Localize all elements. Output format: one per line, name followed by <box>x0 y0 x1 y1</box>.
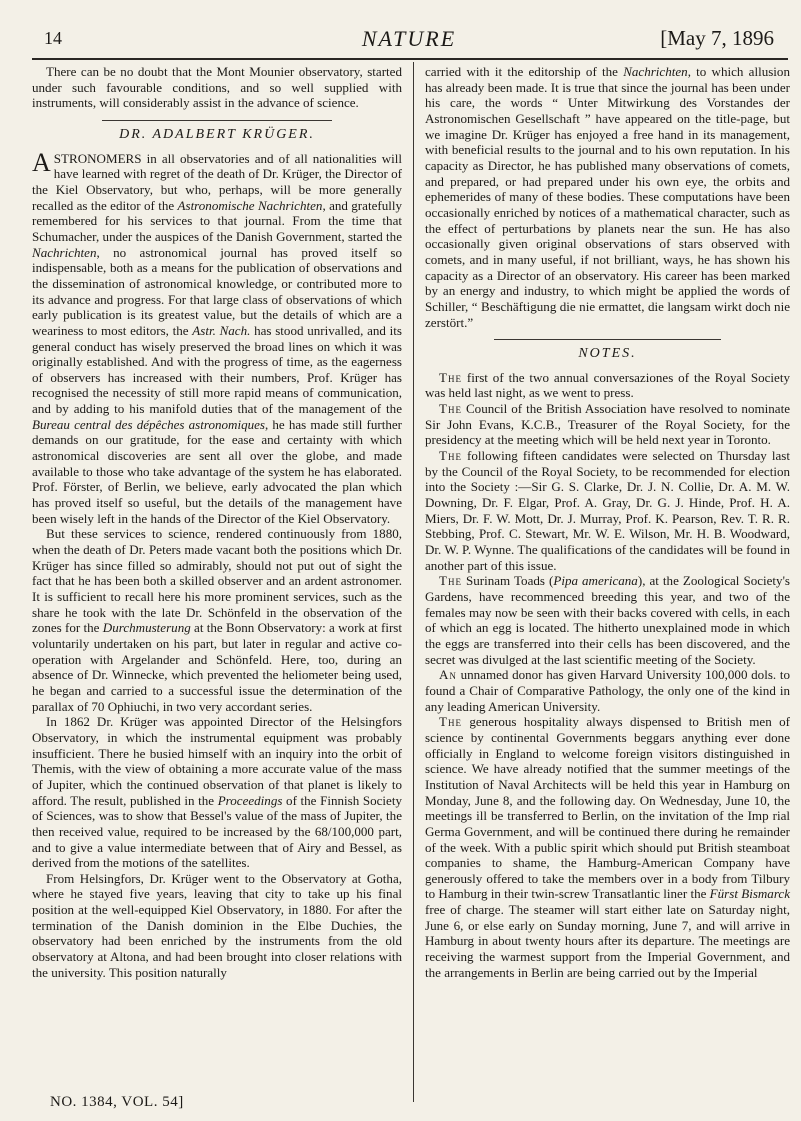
left-column <box>32 64 402 980</box>
column-divider <box>413 62 414 1102</box>
obituary-continuation: carried with it the editorship of the Nachrichten, to which allusion has already been made. It is true that since the journal has been under his care, the words “ Unter Mitwirkung des Vorstandes der Astronomischen Gesellschaft ” have appeared on the title-page, but we imagine Dr. Krüger has enjoyed a free hand in its management, with beneficial results to the journal and to his own reputation. In his capacity as Director, he has published many observations of comets, and prepared, or had prepared under his own eye, the orbits and ephemerides of many of these bodies. These computations have been occasionally enriched by notices of a mathematical character, such as the effect of perturbations by planets near the sun. He has also occasionally given original observations of stars observed with comets, and in many useful, if not brilliant, ways, he has shown his capacity as a Director of an observatory. His career has been marked by an energy and industry, to which might be applied the words of Schiller, “ Beschäftigung die nie ermattet, die langsam wirkt doch nie zerstört.” <box>425 64 790 330</box>
obituary-paragraph-3: In 1862 Dr. Krüger was appointed Director of the Helsingfors Observatory, in which the instrumental equipment was probably insufficient. There he busied himself with an inquiry into the orbit of Themis, with the view of obtaining a more accurate value of the mass of Jupiter, which the continued observation of that planet is likely to afford. The result, published in the Proceedings of the Finnish Society of Sciences, was to show that Bessel's value of the mass of Jupiter, the then received value, required to be increased by the 68/100,000 part, and to give a value intermediate between that of Airy and Bessel, as derived from the motions of the satellites. <box>32 714 402 871</box>
journal-title: NATURE <box>361 26 457 51</box>
section-separator <box>102 120 331 121</box>
note-item: The following fifteen candidates were selected on Thursday last by the Council of the Royal Society, to be recommended for election into the Society :—Sir G. S. Clarke, Dr. J. N. Collie, Dr. A. M. W. Downing, Dr. F. Elgar, Prof. A. Gray, Dr. G. J. Hinde, Prof. H. A. Miers, Dr. F. W. Mott, Dr. J. Murray, Prof. K. Pearson, Rev. T. R. R. Stebbing, Prof. C. Stewart, Mr. W. E. Wilson, Mr. H. B. Woodward, Dr. W. P. Wynne. The qualifications of the candidates will be found in another part of this issue. <box>425 448 790 573</box>
notes-title: NOTES. <box>578 346 637 362</box>
obituary-paragraph-1: ASTRONOMERS in all observatories and of all nationalities will have learned with regret of the death of Dr. Krüger, the Director of the Kiel Observatory, but who, perhaps, will be more generally recalled as the editor of the Astronomische Nachrichten, and gratefully remembered for his services to that journal. From the time that Schumacher, under the auspices of the Danish Government, started the Nachrichten, no astronomical journal has proved itself so indispensable, both as a means for the publication of observations and the dissemination of astronomical knowledge, or contributed more to its advance and progress. For that large class of observations of which early publication is its greatest value, but the details of which are a weariness to most editors, the Astr. Nach. has stood unrivalled, and its general conduct has wisely preserved the broad lines on which it was originally established. And with the progress of time, as the eagerness of observers has increased with their numbers, Prof. Krüger has recognised the necessity of still more rapid means of communication, and by adding to his manifold duties that of the management of the Bureau central des dépêches astronomiques, he has made still further demands on our gratitude, for the ease and certainty with which astronomical discoveries are sent all over the globe, and made available to those who take advantage of the system he has elaborated. Prof. Förster, of Berlin, we believe, early advocated the plan which has proved itself so useful, but the details of the management have been wisely left in the hands of the Director of the Kiel Observatory. <box>32 147 402 526</box>
note-item: The first of the two annual conversaziones of the Royal Society was held last night, as we went to press. <box>425 369 790 401</box>
intro-paragraph: There can be no doubt that the Mont Mounier observatory, started under such favourable conditions, and so well supplied with instruments, will considerably assist in the advance of science. <box>32 64 402 111</box>
issue-date: [May 7, 1896 <box>660 26 774 50</box>
obituary-paragraph-4: From Helsingfors, Dr. Krüger went to the Observatory at Gotha, where he stayed five years, leaving that city to take up his final position at the well-equipped Kiel Observatory, in 1880. For after the termination of the Danish dominion in the Elbe Duchies, the observatory had been enriched by the instruments from the old observatory at Altona, and had been brought into closer relations with the university. This position naturally <box>32 870 402 980</box>
section-separator <box>494 339 720 340</box>
note-item: The Surinam Toads (Pipa americana), at the Zoological Society's Gardens, have recommenced breeding this year, and two of the females may now be seen with their backs covered with cells, in each of which an egg is located. The hitherto unexplained mode in which the eggs are transferred into their cells has been discovered, and the secret was divulged at the last scientific meeting of the Society. <box>425 573 791 667</box>
obituary-paragraph-2: But these services to science, rendered continuously from 1880, when the death of Dr. Peters made vacant both the positions which Dr. Krüger has since filled so admirably, should not put out of sight the fact that he has been both a skilled observer and an ardent astronomer. It is sufficient to recall here his more prominent services, such as the share he took with the late Dr. Schönfeld in the observation of the zones for the Durchmusterung at the Bonn Observatory: a work at first voluntarily undertaken on his part, but later in regular and active co-operation with Argelander and Schönfeld. Here, too, during an absence of Dr. Winnecke, which prevented the heliometer being used, he began and carried to a successful issue the determination of the parallax of 70 Ophiuchi, in two very accordant series. <box>32 526 402 714</box>
page-number: 14 <box>44 28 62 48</box>
drop-cap: A <box>32 147 52 177</box>
running-header <box>30 26 788 52</box>
header-rule <box>32 58 788 60</box>
issue-footer: NO. 1384, VOL. 54] <box>50 1094 184 1110</box>
note-item: The Council of the British Association have resolved to nominate Sir John Evans, K.C.B., Treasurer of the Royal Society, for the presidency at the meeting which will be held next year in Toronto. <box>425 401 790 448</box>
note-item: The generous hospitality always dispensed to British men of science by continental Governments beggars anything ever done officially in England to welcome foreign visitors distinguished in science. We have already notified that the summer meetings of the Institution of Naval Architects will be held this year in Hamburg on Monday, June 8, and the following day. On Wednesday, June 10, the meetings ill be transferred to Berlin, on the invitation of the Imp rial Germa Government, and will be continued there during he remainder of the week. With a public spirit which should put British steamboat companies to shame, the Hamburg-American Company have generously offered to take the members over in a body from Tilbury to Hamburg in their twin-screw Transatlantic liner the Fürst Bismarck free of charge. The steamer will start either late on Saturday night, June 6, or else early on Sunday morning, June 7, and will arrive in Hamburg in about twenty hours after its departure. The meetings are receiving the warmest support from the Imperial Government, and the arrangements in Berlin are being carried out by the Imperial <box>425 714 791 980</box>
obituary-title: DR. ADALBERT KRÜGER. <box>119 126 315 142</box>
right-column <box>425 64 790 980</box>
note-item: An unnamed donor has given Harvard University 100,000 dols. to found a Chair of Comparative Pathology, the only one of the kind in any leading American University. <box>425 667 790 714</box>
